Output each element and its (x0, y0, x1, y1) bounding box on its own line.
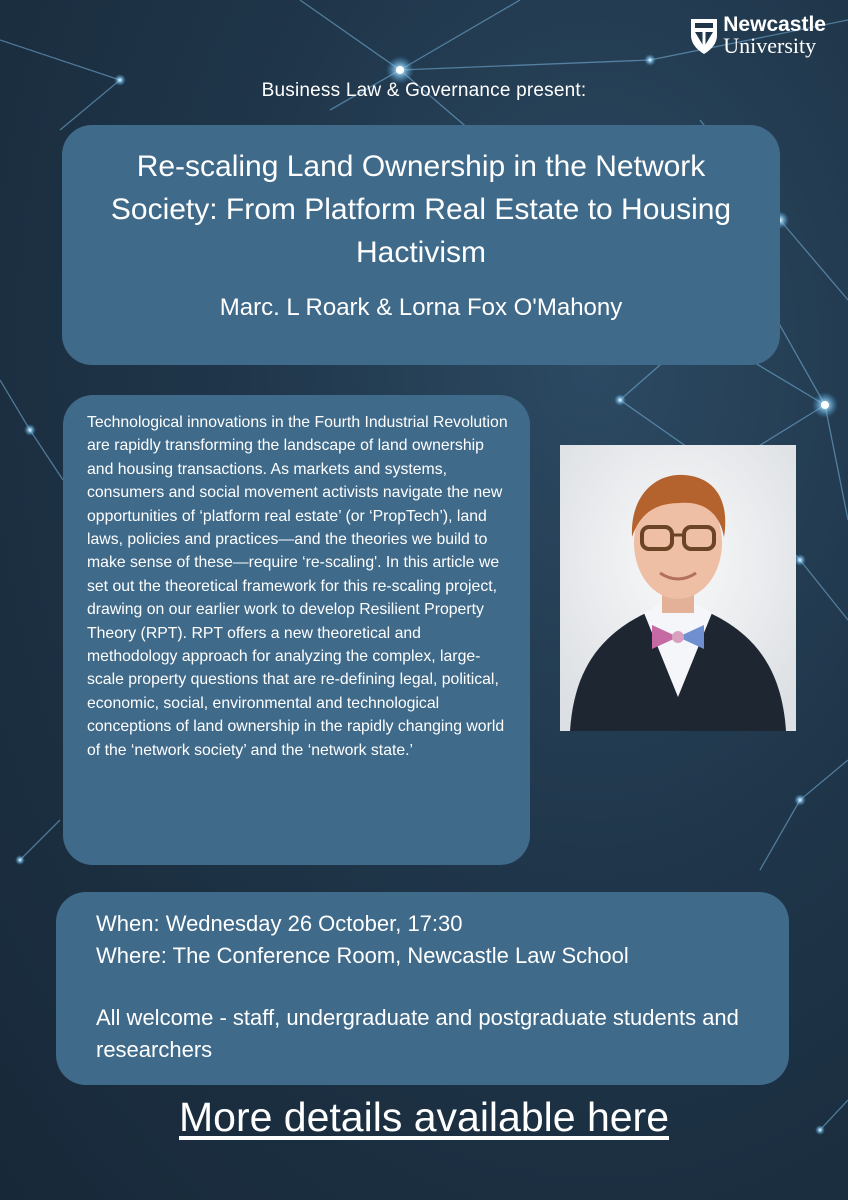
logo-name-line1: Newcastle (723, 13, 826, 36)
event-audience: All welcome - staff, undergraduate and postgraduate students and researchers (96, 1005, 739, 1062)
title-card (62, 125, 780, 365)
event-where: Where: The Conference Room, Newcastle Law School (96, 942, 629, 968)
more-details-link[interactable]: More details available here (179, 1094, 669, 1140)
abstract-text: Technological innovations in the Fourth Industrial Revolution are rapidly transforming the landscape of land ownership and housing transactions. As markets and systems, consumers and social movement activists navigate the new opportunities of ‘platform real estate’ (or ‘PropTech’), land laws, policies and practices—and the theories we build to make sense of these—require ‘re-scaling'. In this article we set out the theoretical framework for this re-scaling project, drawing on our earlier work to develop Resilient Property Theory (RPT). RPT offers a new theoretical and methodology approach for analyzing the complex, large-scale property questions that are re-defining legal, political, economic, social, environmental and technological conceptions of land ownership in the rapidly changing world of the ‘network society’ and the ‘network state.’ (87, 414, 508, 759)
event-info-card (56, 892, 789, 1085)
university-logo (689, 14, 826, 57)
logo-name-line2: University (723, 33, 817, 58)
university-crest-icon (689, 17, 719, 55)
event-when: When: Wednesday 26 October, 17:30 (96, 911, 463, 936)
talk-title: Re-scaling Land Ownership in the Network Society: From Platform Real Estate to Housing Hactivism (110, 150, 732, 269)
spacer (96, 971, 789, 1002)
presenter-line: Business Law & Governance present: (261, 80, 587, 101)
speaker-photo (560, 445, 796, 731)
abstract-card (63, 395, 530, 865)
talk-authors: Marc. L Roark & Lorna Fox O'Mahony (219, 294, 623, 321)
